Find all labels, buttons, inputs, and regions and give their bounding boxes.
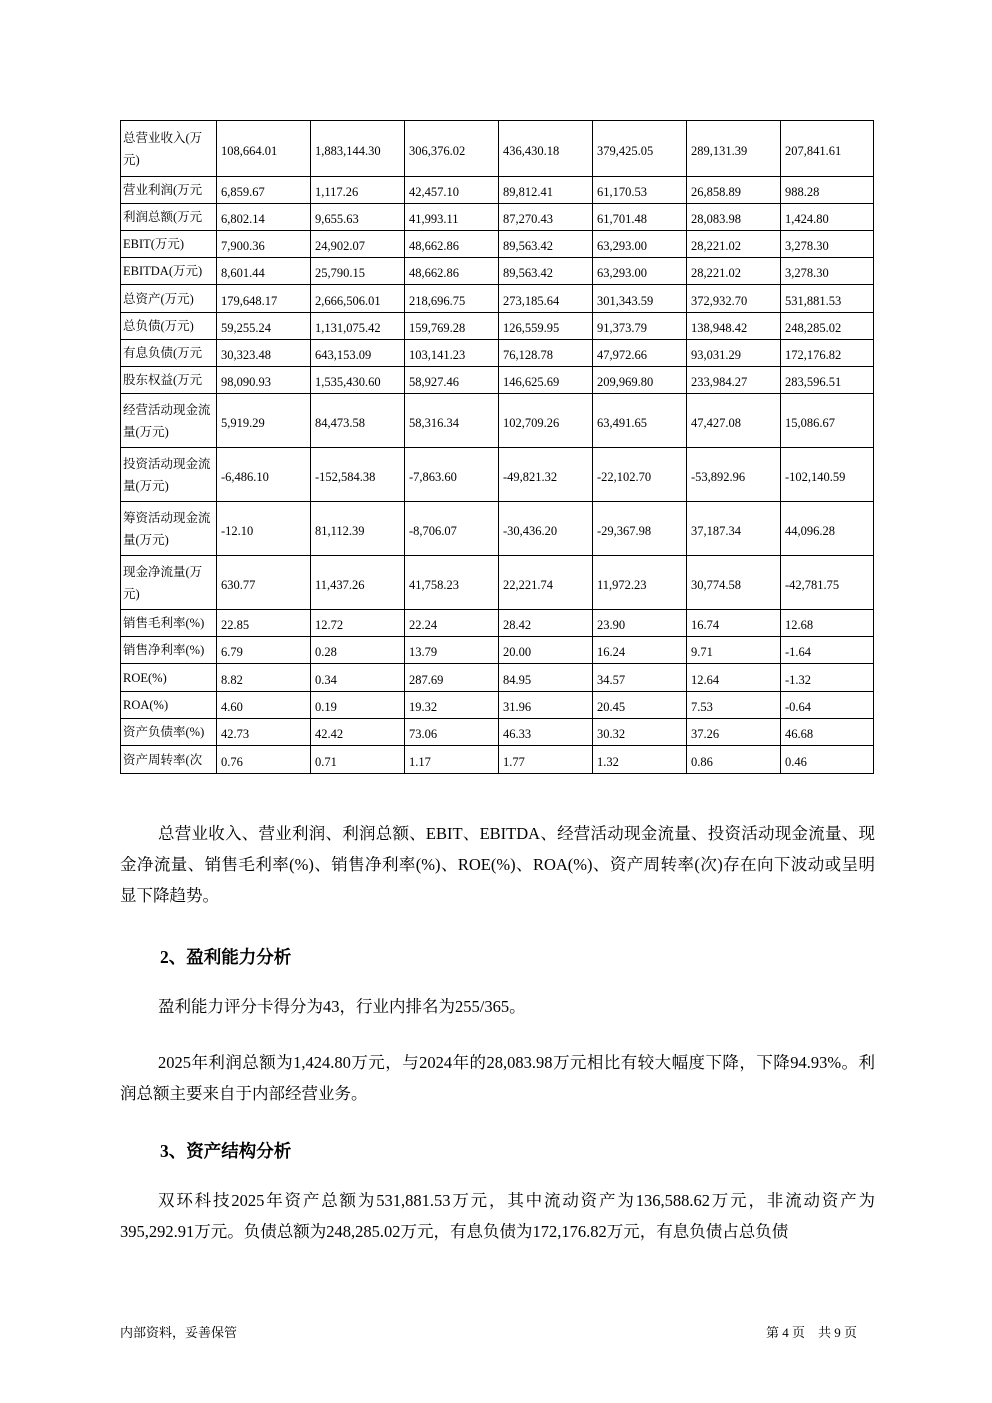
row-label: 筹资活动现金流量(万元) [121,502,217,556]
table-cell: 28,221.02 [687,258,781,285]
table-cell: 103,141.23 [405,340,499,367]
row-label: 利润总额(万元 [121,204,217,231]
row-label: ROA(%) [121,692,217,719]
table-cell: 26,858.89 [687,177,781,204]
row-label: 营业利润(万元 [121,177,217,204]
table-row [121,313,874,340]
table-cell: 102,709.26 [499,394,593,448]
table-cell: 59,255.24 [217,313,311,340]
row-label: 股东权益(万元 [121,367,217,394]
table-cell: 37,187.34 [687,502,781,556]
row-label: 销售净利率(%) [121,637,217,664]
row-label: 总资产(万元) [121,285,217,313]
table-cell: 76,128.78 [499,340,593,367]
table-cell: 0.76 [217,746,311,774]
table-cell: 44,096.28 [781,502,874,556]
table-cell: 41,993.11 [405,204,499,231]
row-label: EBITDA(万元) [121,258,217,285]
section-2-heading: 2、盈利能力分析 [160,947,292,967]
table-cell: 218,696.75 [405,285,499,313]
table-cell: 5,919.29 [217,394,311,448]
table-cell: 108,664.01 [217,121,311,177]
table-cell: 9,655.63 [311,204,405,231]
table-cell: 31.96 [499,692,593,719]
table-cell: 12.64 [687,664,781,692]
table-row [121,556,874,610]
table-cell: 48,662.86 [405,258,499,285]
table-cell: 0.71 [311,746,405,774]
table-cell: 8,601.44 [217,258,311,285]
table-cell: 30.32 [593,719,687,746]
table-row [121,502,874,556]
table-row [121,692,874,719]
table-cell: 372,932.70 [687,285,781,313]
table-cell: 7,900.36 [217,231,311,258]
table-cell: 8.82 [217,664,311,692]
table-cell: -53,892.96 [687,448,781,502]
table-cell: 81,112.39 [311,502,405,556]
table-cell: 287.69 [405,664,499,692]
table-cell: 91,373.79 [593,313,687,340]
table-cell: 63,491.65 [593,394,687,448]
table-cell: 20.00 [499,637,593,664]
table-row [121,664,874,692]
table-cell: 0.19 [311,692,405,719]
table-cell: -6,486.10 [217,448,311,502]
table-cell: 283,596.51 [781,367,874,394]
table-cell: 84.95 [499,664,593,692]
table-cell: 159,769.28 [405,313,499,340]
table-cell: 89,563.42 [499,258,593,285]
table-cell: 73.06 [405,719,499,746]
table-cell: -29,367.98 [593,502,687,556]
table-cell: 146,625.69 [499,367,593,394]
table-row [121,367,874,394]
table-cell: 22,221.74 [499,556,593,610]
table-cell: 20.45 [593,692,687,719]
table-cell: 1.77 [499,746,593,774]
table-cell: -30,436.20 [499,502,593,556]
table-cell: 28.42 [499,610,593,637]
table-cell: -1.64 [781,637,874,664]
table-cell: 179,648.17 [217,285,311,313]
table-cell: 531,881.53 [781,285,874,313]
table-cell: 41,758.23 [405,556,499,610]
row-label: ROE(%) [121,664,217,692]
table-cell: 630.77 [217,556,311,610]
table-cell: 23.90 [593,610,687,637]
table-cell: -12.10 [217,502,311,556]
table-cell: 4.60 [217,692,311,719]
table-cell: 63,293.00 [593,231,687,258]
summary-paragraph: 总营业收入、营业利润、利润总额、EBIT、EBITDA、经营活动现金流量、投资活动现金流量、现金净流量、销售毛利率(%)、销售净利率(%)、ROE(%)、ROA(%)、资产周转率(次)存在向下波动或呈明显下降趋势。 [120,824,875,905]
table-cell: 248,285.02 [781,313,874,340]
table-cell: 37.26 [687,719,781,746]
table-cell: 42.42 [311,719,405,746]
table-cell: 58,927.46 [405,367,499,394]
table-cell: 84,473.58 [311,394,405,448]
table-cell: 11,437.26 [311,556,405,610]
financial-indicators-table [120,120,874,774]
footer-confidential-note: 内部资料，妥善保管 [120,1325,238,1340]
table-cell: 61,701.48 [593,204,687,231]
table-cell: 289,131.39 [687,121,781,177]
table-cell: -0.64 [781,692,874,719]
table-cell: 15,086.67 [781,394,874,448]
financial-table-body [121,121,874,774]
table-cell: 47,972.66 [593,340,687,367]
section-3-heading: 3、资产结构分析 [160,1141,292,1161]
table-cell: -22,102.70 [593,448,687,502]
table-cell: 0.46 [781,746,874,774]
row-label: EBIT(万元) [121,231,217,258]
table-row [121,719,874,746]
table-cell: 12.68 [781,610,874,637]
table-row [121,121,874,177]
table-cell: 126,559.95 [499,313,593,340]
row-label: 销售毛利率(%) [121,610,217,637]
table-row [121,258,874,285]
table-cell: 30,323.48 [217,340,311,367]
table-cell: 138,948.42 [687,313,781,340]
table-cell: 1.32 [593,746,687,774]
table-cell: 172,176.82 [781,340,874,367]
table-cell: 22.85 [217,610,311,637]
footer-page-number: 第 4 页 共 9 页 [766,1325,858,1340]
table-cell: 12.72 [311,610,405,637]
table-cell: 0.34 [311,664,405,692]
table-row [121,231,874,258]
table-cell: 1,883,144.30 [311,121,405,177]
table-cell: 1,131,075.42 [311,313,405,340]
table-row [121,394,874,448]
asset-structure-paragraph: 双环科技2025年资产总额为531,881.53万元，其中流动资产为136,588.62万元，非流动资产为395,292.91万元。负债总额为248,285.02万元，有息负债为172,176.82万元，有息负债占总负债 [120,1191,875,1241]
table-cell: 48,662.86 [405,231,499,258]
table-cell: -49,821.32 [499,448,593,502]
table-cell: 22.24 [405,610,499,637]
table-cell: 2,666,506.01 [311,285,405,313]
row-label: 资产负债率(%) [121,719,217,746]
table-cell: 3,278.30 [781,231,874,258]
table-cell: 87,270.43 [499,204,593,231]
table-cell: 16.74 [687,610,781,637]
table-cell: 6,802.14 [217,204,311,231]
table-cell: 30,774.58 [687,556,781,610]
table-cell: -42,781.75 [781,556,874,610]
table-cell: 13.79 [405,637,499,664]
row-label: 资产周转率(次 [121,746,217,774]
table-cell: 6.79 [217,637,311,664]
table-row [121,610,874,637]
table-cell: 42.73 [217,719,311,746]
table-cell: 9.71 [687,637,781,664]
table-cell: -7,863.60 [405,448,499,502]
table-cell: 379,425.05 [593,121,687,177]
table-cell: 1,535,430.60 [311,367,405,394]
row-label: 经营活动现金流量(万元) [121,394,217,448]
table-cell: 47,427.08 [687,394,781,448]
table-cell: 988.28 [781,177,874,204]
table-cell: 61,170.53 [593,177,687,204]
table-cell: 301,343.59 [593,285,687,313]
table-cell: 233,984.27 [687,367,781,394]
table-cell: 6,859.67 [217,177,311,204]
table-cell: -152,584.38 [311,448,405,502]
table-row [121,637,874,664]
table-row [121,340,874,367]
table-cell: 11,972.23 [593,556,687,610]
table-cell: 436,430.18 [499,121,593,177]
table-cell: 28,221.02 [687,231,781,258]
table-cell: 58,316.34 [405,394,499,448]
table-cell: 63,293.00 [593,258,687,285]
table-cell: 34.57 [593,664,687,692]
table-cell: 28,083.98 [687,204,781,231]
table-cell: 0.86 [687,746,781,774]
table-cell: 98,090.93 [217,367,311,394]
row-label: 投资活动现金流量(万元) [121,448,217,502]
table-cell: 46.68 [781,719,874,746]
table-cell: -102,140.59 [781,448,874,502]
table-cell: 643,153.09 [311,340,405,367]
table-cell: 207,841.61 [781,121,874,177]
table-cell: 0.28 [311,637,405,664]
table-cell: 273,185.64 [499,285,593,313]
row-label: 现金净流量(万元) [121,556,217,610]
table-row [121,177,874,204]
table-cell: 89,812.41 [499,177,593,204]
profit-total-paragraph: 2025年利润总额为1,424.80万元，与2024年的28,083.98万元相比有较大幅度下降，下降94.93%。利润总额主要来自于内部经营业务。 [120,1053,875,1103]
table-cell: 16.24 [593,637,687,664]
table-cell: 1,117.26 [311,177,405,204]
table-cell: 1.17 [405,746,499,774]
table-row [121,448,874,502]
table-cell: 209,969.80 [593,367,687,394]
table-cell: 306,376.02 [405,121,499,177]
table-cell: 24,902.07 [311,231,405,258]
table-cell: 89,563.42 [499,231,593,258]
table-cell: 19.32 [405,692,499,719]
table-row [121,285,874,313]
table-cell: -8,706.07 [405,502,499,556]
row-label: 总负债(万元) [121,313,217,340]
row-label: 有息负债(万元 [121,340,217,367]
table-cell: -1.32 [781,664,874,692]
table-cell: 7.53 [687,692,781,719]
row-label: 总营业收入(万元) [121,121,217,177]
table-cell: 93,031.29 [687,340,781,367]
table-cell: 25,790.15 [311,258,405,285]
table-cell: 46.33 [499,719,593,746]
table-cell: 3,278.30 [781,258,874,285]
table-row [121,204,874,231]
table-row [121,746,874,774]
table-cell: 1,424.80 [781,204,874,231]
table-cell: 42,457.10 [405,177,499,204]
profitability-score-paragraph: 盈利能力评分卡得分为43，行业内排名为255/365。 [158,997,526,1016]
